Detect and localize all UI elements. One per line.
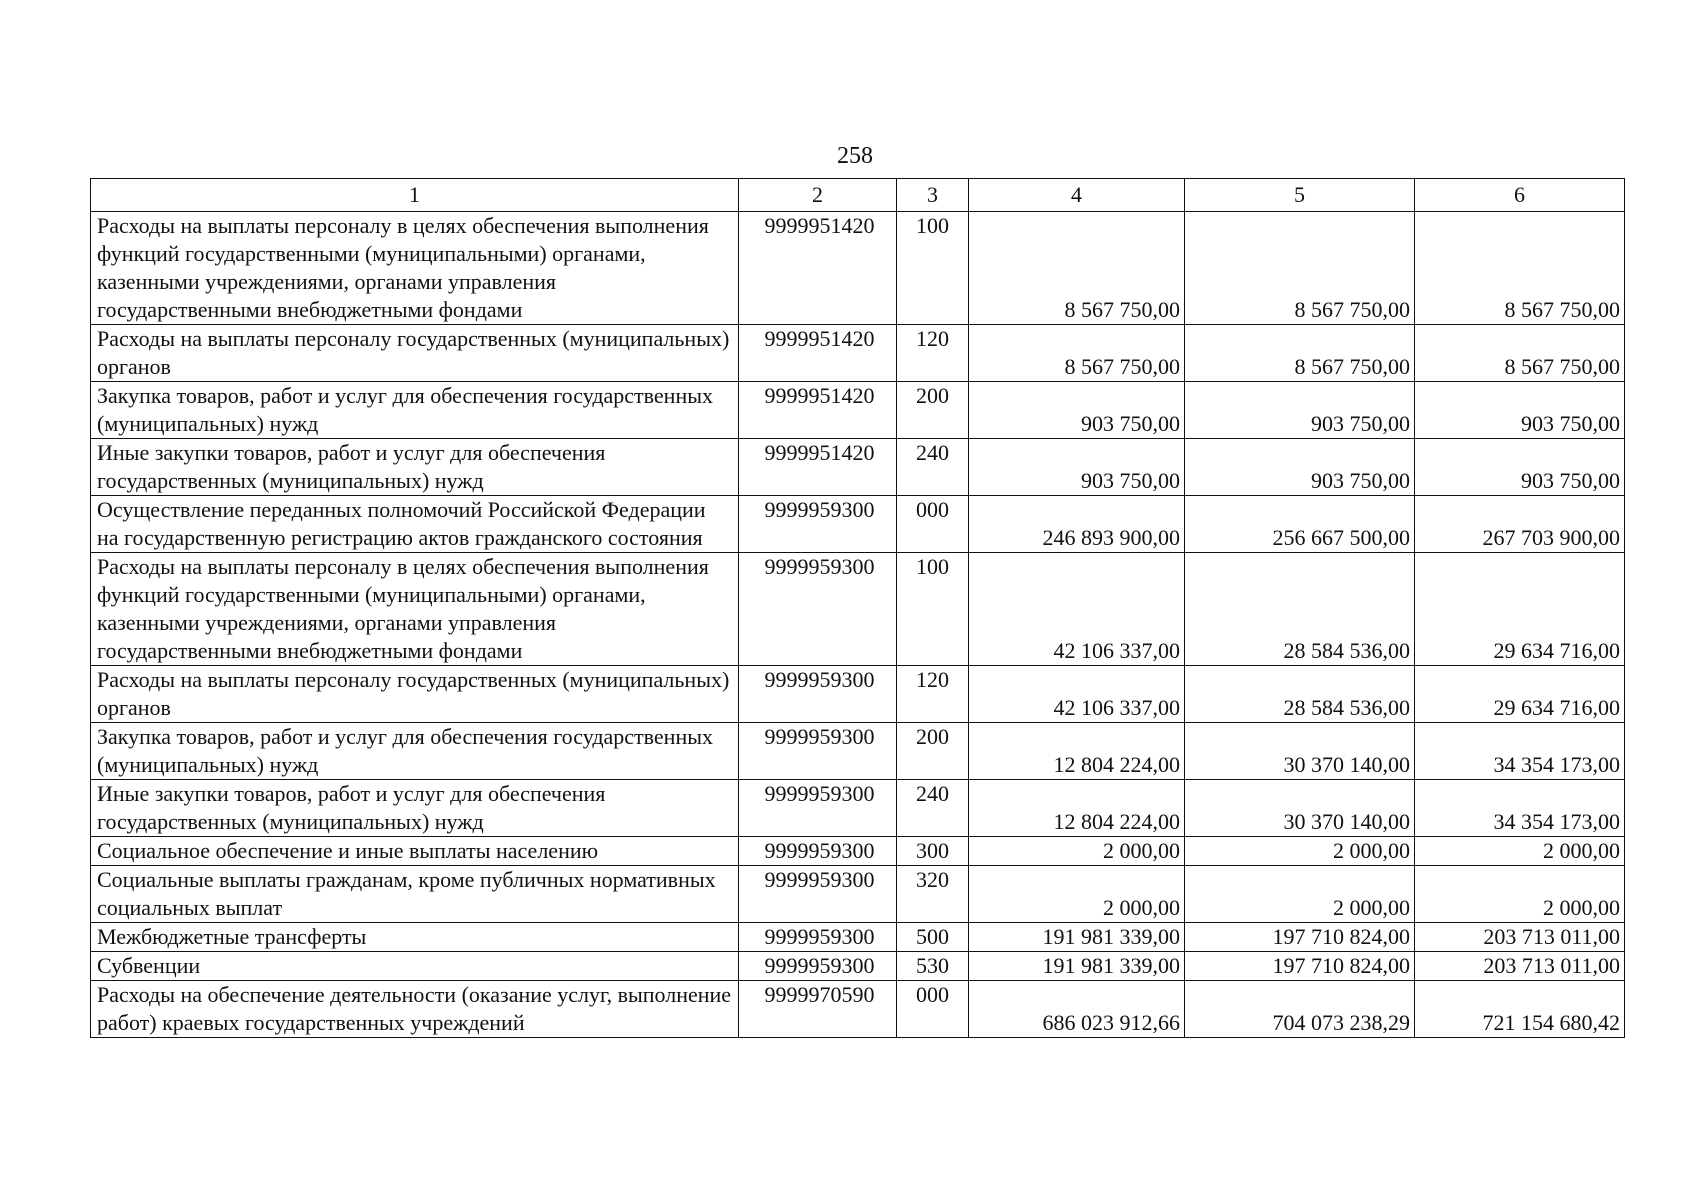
row-expense-type: 200: [897, 723, 969, 780]
row-expense-type: 000: [897, 981, 969, 1038]
budget-table: [90, 178, 1625, 1038]
row-value-col6: 8 567 750,00: [1415, 325, 1625, 382]
row-expense-type: 120: [897, 325, 969, 382]
row-value-col5: 2 000,00: [1185, 866, 1415, 923]
row-value-col5: 8 567 750,00: [1185, 325, 1415, 382]
row-value-col5: 2 000,00: [1185, 837, 1415, 866]
row-value-col6: 203 713 011,00: [1415, 952, 1625, 981]
row-target-code: 9999959300: [739, 866, 897, 923]
row-expense-type: 530: [897, 952, 969, 981]
row-target-code: 9999959300: [739, 923, 897, 952]
row-description: Расходы на обеспечение деятельности (оказание услуг, выполнение работ) краевых государственных учреждений: [91, 981, 739, 1038]
row-target-code: 9999951420: [739, 212, 897, 325]
row-target-code: 9999951420: [739, 382, 897, 439]
page-number: 258: [837, 143, 873, 169]
row-expense-type: 300: [897, 837, 969, 866]
row-value-col5: 28 584 536,00: [1185, 666, 1415, 723]
row-description: Расходы на выплаты персоналу государственных (муниципальных) органов: [91, 325, 739, 382]
row-value-col5: 28 584 536,00: [1185, 553, 1415, 666]
row-value-col6: 203 713 011,00: [1415, 923, 1625, 952]
row-target-code: 9999951420: [739, 325, 897, 382]
header-cell: 1: [91, 179, 739, 212]
row-value-col4: 903 750,00: [969, 382, 1185, 439]
row-value-col5: 256 667 500,00: [1185, 496, 1415, 553]
row-value-col4: 903 750,00: [969, 439, 1185, 496]
row-expense-type: 240: [897, 780, 969, 837]
row-value-col4: 12 804 224,00: [969, 723, 1185, 780]
row-value-col5: 704 073 238,29: [1185, 981, 1415, 1038]
row-value-col6: 267 703 900,00: [1415, 496, 1625, 553]
row-description: Социальные выплаты гражданам, кроме публичных нормативных социальных выплат: [91, 866, 739, 923]
header-cell: 2: [739, 179, 897, 212]
row-description: Субвенции: [91, 952, 739, 981]
row-value-col4: 8 567 750,00: [969, 325, 1185, 382]
row-target-code: 9999951420: [739, 439, 897, 496]
row-expense-type: 320: [897, 866, 969, 923]
row-target-code: 9999959300: [739, 952, 897, 981]
table-row: [91, 723, 1625, 780]
row-value-col6: 721 154 680,42: [1415, 981, 1625, 1038]
header-row: [91, 179, 1625, 212]
row-value-col4: 246 893 900,00: [969, 496, 1185, 553]
row-description: Межбюджетные трансферты: [91, 923, 739, 952]
row-value-col4: 191 981 339,00: [969, 923, 1185, 952]
row-description: Закупка товаров, работ и услуг для обеспечения государственных (муниципальных) нужд: [91, 382, 739, 439]
table-row: [91, 780, 1625, 837]
table-row: [91, 923, 1625, 952]
row-value-col4: 686 023 912,66: [969, 981, 1185, 1038]
row-expense-type: 120: [897, 666, 969, 723]
header-cell: 6: [1415, 179, 1625, 212]
table-row: [91, 952, 1625, 981]
table-row: [91, 439, 1625, 496]
table-row: [91, 981, 1625, 1038]
table-row: [91, 666, 1625, 723]
row-value-col5: 8 567 750,00: [1185, 212, 1415, 325]
table-row: [91, 553, 1625, 666]
row-value-col4: 191 981 339,00: [969, 952, 1185, 981]
row-value-col4: 42 106 337,00: [969, 666, 1185, 723]
row-value-col6: 34 354 173,00: [1415, 723, 1625, 780]
header-cell: 5: [1185, 179, 1415, 212]
row-expense-type: 240: [897, 439, 969, 496]
row-description: Расходы на выплаты персоналу в целях обеспечения выполнения функций государственными (муниципальными) органами, казенными учреждениями, органами управления государственными внебюджетными фондами: [91, 212, 739, 325]
table-row: [91, 496, 1625, 553]
row-value-col6: 903 750,00: [1415, 382, 1625, 439]
row-value-col4: 12 804 224,00: [969, 780, 1185, 837]
table-row: [91, 382, 1625, 439]
row-expense-type: 100: [897, 553, 969, 666]
row-target-code: 9999959300: [739, 780, 897, 837]
row-target-code: 9999959300: [739, 723, 897, 780]
header-cell: 4: [969, 179, 1185, 212]
row-description: Расходы на выплаты персоналу в целях обеспечения выполнения функций государственными (муниципальными) органами, казенными учреждениями, органами управления государственными внебюджетными фондами: [91, 553, 739, 666]
row-expense-type: 200: [897, 382, 969, 439]
row-value-col4: 42 106 337,00: [969, 553, 1185, 666]
row-value-col4: 2 000,00: [969, 866, 1185, 923]
row-value-col5: 197 710 824,00: [1185, 952, 1415, 981]
row-value-col5: 30 370 140,00: [1185, 723, 1415, 780]
row-target-code: 9999959300: [739, 837, 897, 866]
row-description: Иные закупки товаров, работ и услуг для обеспечения государственных (муниципальных) нужд: [91, 439, 739, 496]
row-value-col6: 2 000,00: [1415, 866, 1625, 923]
header-cell: 3: [897, 179, 969, 212]
row-description: Расходы на выплаты персоналу государственных (муниципальных) органов: [91, 666, 739, 723]
row-value-col5: 903 750,00: [1185, 439, 1415, 496]
row-expense-type: 000: [897, 496, 969, 553]
row-value-col6: 34 354 173,00: [1415, 780, 1625, 837]
row-value-col6: 29 634 716,00: [1415, 553, 1625, 666]
row-value-col6: 29 634 716,00: [1415, 666, 1625, 723]
row-value-col5: 197 710 824,00: [1185, 923, 1415, 952]
row-description: Социальное обеспечение и иные выплаты населению: [91, 837, 739, 866]
row-value-col6: 8 567 750,00: [1415, 212, 1625, 325]
row-expense-type: 100: [897, 212, 969, 325]
row-target-code: 9999959300: [739, 666, 897, 723]
row-target-code: 9999959300: [739, 496, 897, 553]
row-value-col4: 8 567 750,00: [969, 212, 1185, 325]
row-description: Закупка товаров, работ и услуг для обеспечения государственных (муниципальных) нужд: [91, 723, 739, 780]
table-row: [91, 837, 1625, 866]
row-expense-type: 500: [897, 923, 969, 952]
table-row: [91, 866, 1625, 923]
table-row: [91, 212, 1625, 325]
row-value-col6: 2 000,00: [1415, 837, 1625, 866]
row-value-col5: 903 750,00: [1185, 382, 1415, 439]
row-value-col4: 2 000,00: [969, 837, 1185, 866]
row-value-col5: 30 370 140,00: [1185, 780, 1415, 837]
row-target-code: 9999970590: [739, 981, 897, 1038]
row-target-code: 9999959300: [739, 553, 897, 666]
row-description: Иные закупки товаров, работ и услуг для обеспечения государственных (муниципальных) нужд: [91, 780, 739, 837]
row-value-col6: 903 750,00: [1415, 439, 1625, 496]
row-description: Осуществление переданных полномочий Российской Федерации на государственную регистрацию актов гражданского состояния: [91, 496, 739, 553]
table-row: [91, 325, 1625, 382]
